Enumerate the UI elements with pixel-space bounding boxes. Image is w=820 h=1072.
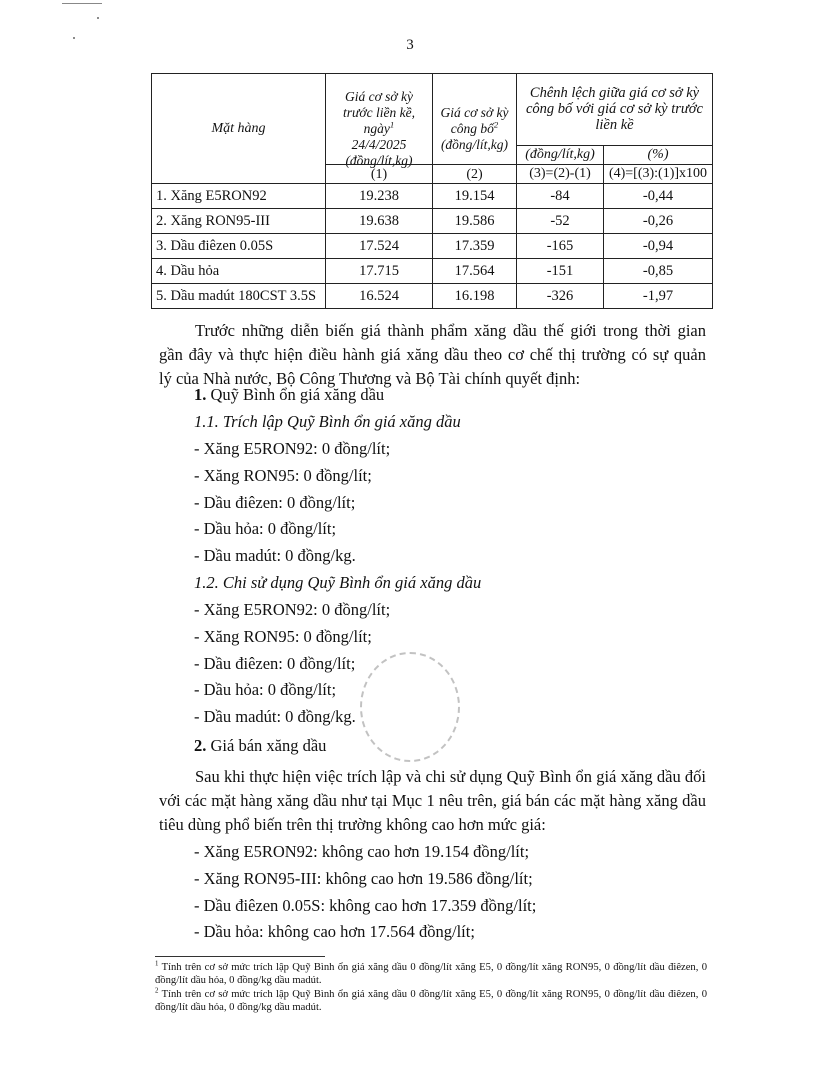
footnote-1: $^1$ Tính trên cơ sở mức trích lập Quỹ Bình ổn giá xăng dầu 0 đồng/lít xăng E5, 0 đồng/lít xăng RON95, 0 đồng/lít dầu điêzen, 0 đồng/lít dầu hỏa, 0 đồng/kg dầu madút.: [155, 960, 707, 986]
list-item: - Dầu madút: 0 đồng/kg.: [194, 546, 356, 566]
row-item: 3. Dầu điêzen 0.05S: [152, 234, 326, 259]
list-item: - Xăng RON95: 0 đồng/lít;: [194, 465, 372, 485]
row-item: 5. Dầu madút 180CST 3.5S: [152, 284, 326, 309]
table-header-row: [152, 74, 713, 146]
row-new-price: 16.198: [433, 284, 517, 309]
row-diff: -326: [517, 284, 604, 309]
footnote-separator: [155, 956, 325, 957]
section-2-paragraph: Sau khi thực hiện việc trích lập và chi sử dụng Quỹ Bình ổn giá xăng dầu đối với các mặt hàng xăng dầu như tại Mục 1 nêu trên, giá bán các mặt hàng xăng dầu tiêu dùng phổ biến trên thị trường không cao hơn mức giá:: [159, 767, 706, 834]
list-item: - Dầu hỏa: 0 đồng/lít;: [194, 680, 337, 700]
table-row: [152, 284, 713, 309]
row-prev-price: 17.524: [326, 234, 433, 259]
row-prev-price: 17.715: [326, 259, 433, 284]
row-diff-pct: -1,97: [604, 284, 713, 309]
row-new-price: 17.564: [433, 259, 517, 284]
list-item: - Dầu hỏa: không cao hơn 17.564 đồng/lít;: [194, 922, 475, 942]
footnote-2: $^2$ Tính trên cơ sở mức trích lập Quỹ Bình ổn giá xăng dầu 0 đồng/lít xăng E5, 0 đồng/lít xăng RON95, 0 đồng/lít dầu điêzen, 0 đồng/lít dầu hỏa, 0 đồng/kg dầu madút.: [155, 987, 707, 1013]
header-item: Mặt hàng: [152, 74, 326, 184]
row-diff-pct: -0,44: [604, 184, 713, 209]
list-item: - Dầu madút: 0 đồng/kg.: [194, 707, 356, 727]
scan-mark-line: [62, 3, 102, 4]
table-row: [152, 234, 713, 259]
row-prev-price: 16.524: [326, 284, 433, 309]
row-diff: -52: [517, 209, 604, 234]
row-new-price: 19.586: [433, 209, 517, 234]
header-prev-price: Giá cơ sở kỳ trước liền kề, ngày$^1$ 24/4/2025 (đồng/lít,kg): [326, 74, 433, 184]
list-item: - Xăng E5RON92: 0 đồng/lít;: [194, 439, 391, 458]
list-item: - Xăng RON95-III: không cao hơn 19.586 đồng/lít;: [194, 868, 533, 888]
header-new-price: Giá cơ sở kỳ công bố$^2$ (đồng/lít,kg): [433, 74, 517, 184]
intro-paragraph: Trước những diễn biến giá thành phẩm xăng dầu thế giới trong thời gian gần đây và thực hiện điều hành giá xăng dầu theo cơ chế thị trường có sự quản lý của Nhà nước, Bộ Công Thương và Bộ Tài chính quyết định:: [159, 321, 706, 388]
table-row: [152, 184, 713, 209]
list-item: - Xăng E5RON92: 0 đồng/lít;: [194, 600, 391, 619]
section-1-1-heading: 1.1. Trích lập Quỹ Bình ổn giá xăng dầu: [194, 412, 461, 431]
section-2-heading: 2. Giá bán xăng dầu: [194, 736, 327, 755]
header-num-1: (1): [326, 164, 432, 184]
row-new-price: 17.359: [433, 234, 517, 259]
list-item: - Dầu điêzen: 0 đồng/lít;: [194, 492, 356, 512]
row-item: 2. Xăng RON95-III: [152, 209, 326, 234]
row-prev-price: 19.638: [326, 209, 433, 234]
header-num-2: (2): [433, 164, 516, 184]
header-difference: Chênh lệch giữa giá cơ sở kỳ công bố với giá cơ sở kỳ trước liền kề: [517, 74, 713, 146]
table-row: [152, 259, 713, 284]
row-diff: -84: [517, 184, 604, 209]
scan-speck: [97, 17, 99, 19]
section-1-2-heading: 1.2. Chi sử dụng Quỹ Bình ổn giá xăng dầu: [194, 573, 482, 592]
table-row: [152, 209, 713, 234]
header-num-3: (3)=(2)-(1): [517, 164, 604, 183]
list-item: - Xăng E5RON92: không cao hơn 19.154 đồng/lít;: [194, 842, 530, 861]
section-1-heading: 1. Quỹ Bình ổn giá xăng dầu: [194, 385, 385, 404]
list-item: - Dầu hỏa: 0 đồng/lít;: [194, 519, 337, 539]
row-new-price: 19.154: [433, 184, 517, 209]
list-item: - Dầu điêzen 0.05S: không cao hơn 17.359 đồng/lít;: [194, 895, 537, 915]
list-item: - Dầu điêzen: 0 đồng/lít;: [194, 653, 356, 673]
row-item: 4. Dầu hỏa: [152, 259, 326, 284]
row-diff: -165: [517, 234, 604, 259]
row-diff-pct: -0,85: [604, 259, 713, 284]
row-item: 1. Xăng E5RON92: [152, 184, 326, 209]
list-item: - Xăng RON95: 0 đồng/lít;: [194, 626, 372, 646]
page-number: 3: [406, 37, 414, 53]
row-diff: -151: [517, 259, 604, 284]
header-diff-abs: (đồng/lít,kg): [517, 145, 604, 164]
official-seal-stamp: [360, 652, 460, 762]
row-prev-price: 19.238: [326, 184, 433, 209]
row-diff-pct: -0,26: [604, 209, 713, 234]
header-diff-pct: (%): [604, 145, 713, 164]
header-num-4: (4)=[(3):(1)]x100: [604, 164, 713, 183]
price-comparison-table: [151, 73, 713, 309]
row-diff-pct: -0,94: [604, 234, 713, 259]
